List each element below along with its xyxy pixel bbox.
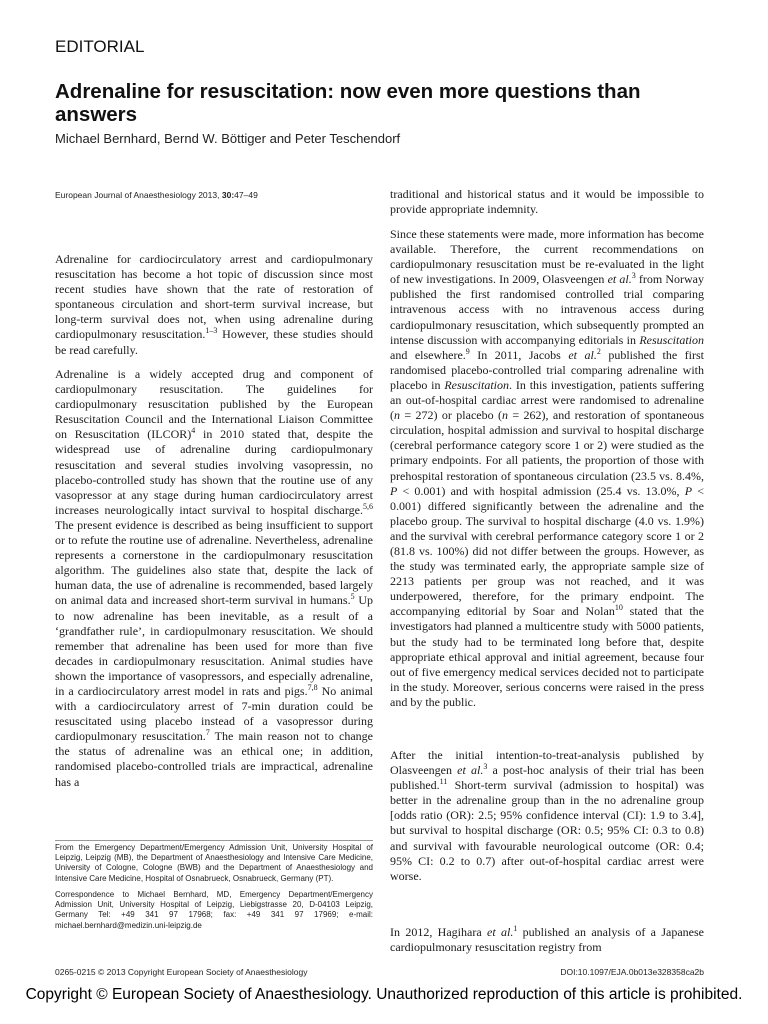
section-label: EDITORIAL — [55, 37, 145, 56]
issn-copyright: 0265-0215 © 2013 Copyright European Society of Anaesthesiology — [55, 967, 308, 977]
body-paragraph: Adrenaline for cardiocirculatory arrest and cardiopulmonary resuscitation has become a hot topic of discussion since most recent studies have shown that the rate of restoration of spontaneous circulation and short-term survival increase, but long-term survival does not, when using adrenaline during cardiopulmonary resuscitation.$^{1-3}$ However, these studies should be read carefully. — [55, 252, 374, 357]
journal-year: 2013, — [198, 190, 220, 200]
body-paragraph: traditional and historical status and it would be impossible to provide appropriate indemnity. — [390, 187, 704, 217]
author-list: Michael Bernhard, Bernd W. Böttiger and Peter Teschendorf — [55, 131, 401, 146]
body-paragraph: After the initial intention-to-treat-analysis published by Olasveengen et al.$^3$ a post-hoc analysis of their trial has been published.$^{11}$ Short-term survival (admission to hospital) was better in the adrenaline group than in the no adrenaline group [odds ratio (OR): 2.5; 95% confidence interval (CI): 1.9 to 3.4], but survival to hospital discharge (OR: 0.5; 95% CI: 0.3 to 0.8) and survival with favourable neurological outcome (OR: 0.4; 95% CI: 0.2 to 0.7) after out-of-hospital cardiac arrest were worse. — [390, 748, 704, 883]
doi-link[interactable]: DOI:10.1097/EJA.0b013e328358ca2b — [560, 967, 704, 977]
body-paragraph: In 2012, Hagihara et al.$^1$ published an analysis of a Japanese cardiopulmonary resuscitation registry from — [390, 924, 704, 955]
journal-name: European Journal of Anaesthesiology — [55, 190, 196, 200]
correspondence-note: Correspondence to Michael Bernhard, MD, Emergency Department/Emergency Admission Unit, University Hospital of Leipzig, Liebigstrasse 20, D-04103 Leipzig, Germany Tel: +49 341 97 17968; fax: +49 341 97 17969; e-mail: michael.bernhard@medizin.uni-leipzig.de — [55, 890, 373, 930]
journal-citation — [55, 190, 258, 200]
body-paragraph: Since these statements were made, more information has become available. Therefore, the current recommendations on cardiopulmonary resuscitation must be re-evaluated in the light of new investigations. In 2009, Olasveengen et al.$^3$ from Norway published the first randomised controlled trial comparing intravenous access with no intravenous access during cardiopulmonary resuscitation, which subsequently prompted an intense discussion with accompanying editorials in Resuscitation and elsewhere.$^9$ In 2011, Jacobs et al.$^2$ published the first randomised placebo-controlled trial comparing adrenaline with placebo in Resuscitation. In this investigation, patients suffering an out-of-hospital cardiac arrest were randomised to adrenaline (n = 272) or placebo (n = 262), and restoration of spontaneous circulation, hospital admission and survival to hospital discharge (cerebral performance category score 1 or 2) were studied as the primary endpoints. For all patients, the proportion of those with prehospital restoration of spontaneous circulation (23.5 vs. 8.4%, P < 0.001) and with hospital admission (25.4 vs. 13.0%, P < 0.001) differed significantly between the adrenaline and the placebo group. The survival to hospital discharge (4.0 vs. 1.9%) and the survival with cerebral performance category score 1 or 2 (81.8 vs. 100%) did not differ between the groups. However, as the study was terminated early, the appropriate sample size of 2213 patients per group was not reached, and it was underpowered, therefore, for the primary endpoint. The accompanying editorial by Soar and Nolan$^{10}$ stated that the investigators had planned a multicentre study with 5000 patients, but the study had to be terminated long before that, despite appropriate ethical approval and initial agreement, because four out of five emergency medical services decided not to participate in the study. Moreover, serious concerns were raised in the press and by the public. — [390, 227, 705, 709]
body-paragraph: Adrenaline is a widely accepted drug and component of cardiopulmonary resuscitation. The guidelines for cardiopulmonary resuscitation published by the European Resuscitation Council and the International Liaison Committee on Resuscitation (ILCOR)$^4$ in 2010 stated that, despite the widespread use of adrenaline during cardiopulmonary resuscitation and several studies involving vasopressin, no placebo-controlled study has shown that the routine use of any vasopressor at any stage during human cardiocirculatory arrest increases neurologically intact survival to hospital discharge.$^{5,6}$ The present evidence is described as being insufficient to support or to refute the routine use of adrenaline. Nevertheless, adrenaline represents a cornerstone in the cardiopulmonary resuscitation algorithm. The guidelines also state that, despite the lack of human data, the use of adrenaline is recommended, based largely on animal data and increased short-term survival in humans.$^5$ Up to now adrenaline has been inevitable, as a result of a ‘grandfather rule’, in cardiopulmonary resuscitation. We should remember that adrenaline has been used for more than five decades in cardiopulmonary resuscitation. Animal studies have shown the importance of vasopressors, and especially adrenaline, in a cardiocirculatory arrest model in rats and pigs.$^{7,8}$ No animal with a cardiocirculatory arrest of 7-min duration could be resuscitated using placebo instead of a vasopressor during cardiopulmonary resuscitation.$^7$ The main reason not to change the status of adrenaline was an ethical one; in addition, randomised placebo-controlled trials are impractical, adrenaline has a — [55, 367, 373, 789]
journal-volume: 30: — [221, 190, 235, 200]
footnote-divider — [55, 840, 373, 841]
copyright-banner: Copyright © European Society of Anaesthesiology. Unauthorized reproduction of this article is prohibited. — [25, 986, 743, 1003]
affiliations-note: From the Emergency Department/Emergency Admission Unit, University Hospital of Leipzig, Leipzig (MB), the Department of Anaesthesiology and Intensive Care Medicine, University of Cologne, Cologne (BWB) and the Department of Anaesthesiology and Intensive Care Medicine, Hospital of Osnabrueck, Osnabrueck, Germany (PT). — [55, 843, 373, 883]
journal-pages: 47–49 — [234, 190, 258, 200]
article-title: Adrenaline for resuscitation: now even more questions than answers — [55, 80, 641, 126]
